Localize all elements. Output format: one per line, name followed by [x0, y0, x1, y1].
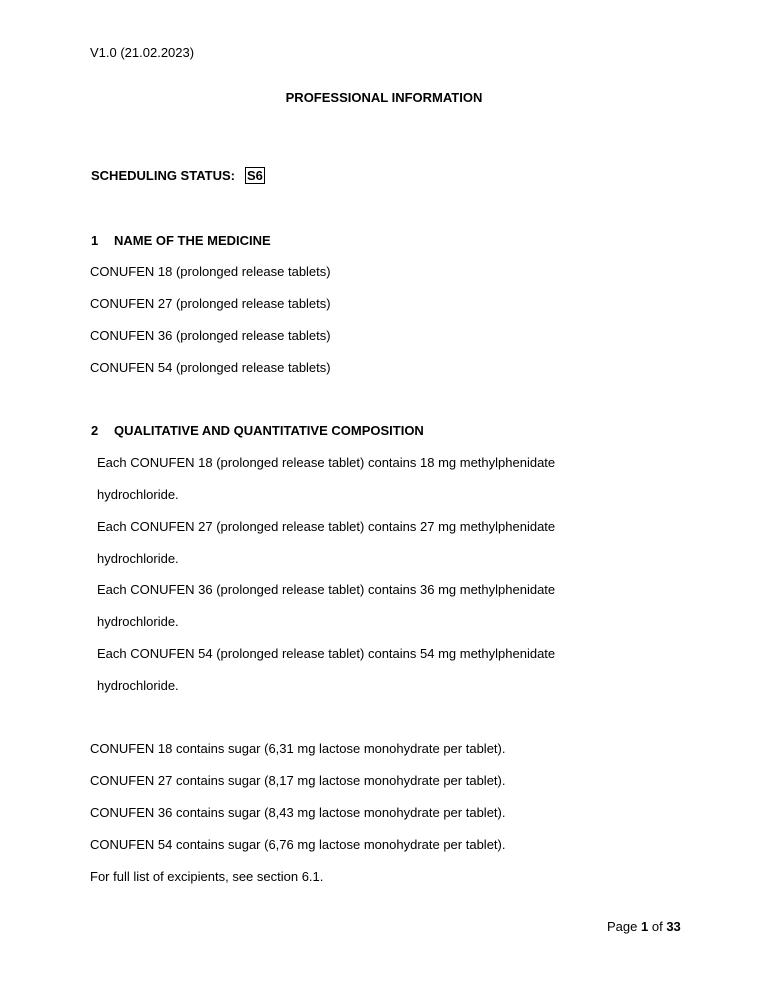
composition-line: Each CONUFEN 36 (prolonged release tablet) contains 36 mg methylphenidate: [97, 582, 556, 597]
sugar-content-line: CONUFEN 18 contains sugar (6,31 mg lactose monohydrate per tablet).: [90, 741, 506, 756]
section-1-title: NAME OF THE MEDICINE: [114, 233, 271, 248]
composition-line: hydrochloride.: [97, 551, 179, 566]
version-label: V1.0 (21.02.2023): [90, 45, 195, 60]
sugar-content-line: CONUFEN 27 contains sugar (8,17 mg lactose monohydrate per tablet).: [90, 773, 506, 788]
current-page: 1: [641, 919, 649, 934]
composition-line: hydrochloride.: [97, 614, 179, 629]
section-2-number: 2: [91, 423, 99, 438]
composition-line: Each CONUFEN 18 (prolonged release tablet) contains 18 mg methylphenidate: [97, 455, 556, 470]
sugar-content-line: CONUFEN 54 contains sugar (6,76 mg lactose monohydrate per tablet).: [90, 837, 506, 852]
page-number: [607, 919, 681, 935]
medicine-name-line: CONUFEN 54 (prolonged release tablets): [90, 360, 331, 375]
total-pages: 33: [666, 919, 681, 934]
medicine-name-line: CONUFEN 27 (prolonged release tablets): [90, 296, 331, 311]
medicine-name-line: CONUFEN 36 (prolonged release tablets): [90, 328, 331, 343]
excipients-note: For full list of excipients, see section 6.1.: [90, 869, 324, 884]
scheduling-status-value: S6: [246, 168, 263, 183]
composition-line: Each CONUFEN 54 (prolonged release tablet) contains 54 mg methylphenidate: [97, 646, 556, 661]
section-2-title: QUALITATIVE AND QUANTITATIVE COMPOSITION: [114, 423, 424, 438]
sugar-content-line: CONUFEN 36 contains sugar (8,43 mg lactose monohydrate per tablet).: [90, 805, 506, 820]
scheduling-status: [91, 167, 265, 184]
section-2-heading: [91, 423, 424, 439]
medicine-name-line: CONUFEN 18 (prolonged release tablets): [90, 264, 331, 279]
document-title: PROFESSIONAL INFORMATION: [285, 90, 483, 105]
section-1-number: 1: [91, 233, 99, 248]
page-word: Page: [607, 919, 638, 934]
composition-line: hydrochloride.: [97, 678, 179, 693]
of-word: of: [651, 919, 663, 934]
composition-line: hydrochloride.: [97, 487, 179, 502]
scheduling-status-label: SCHEDULING STATUS:: [91, 168, 235, 183]
composition-line: Each CONUFEN 27 (prolonged release tablet) contains 27 mg methylphenidate: [97, 519, 556, 534]
section-1-heading: [91, 233, 271, 249]
